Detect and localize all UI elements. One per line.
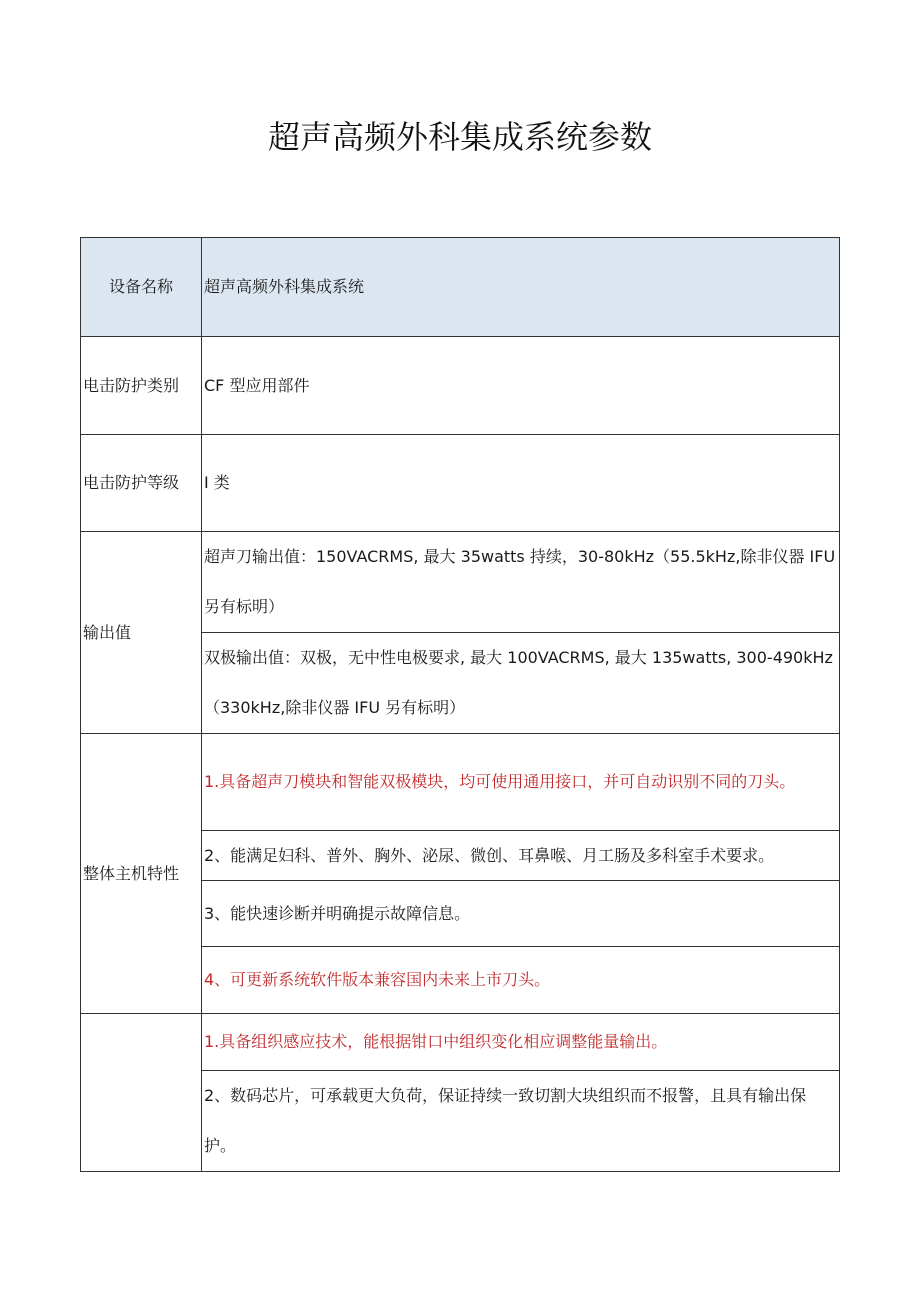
table-row xyxy=(81,532,840,633)
shock-protection-class-value: I 类 xyxy=(202,435,840,532)
spec-table xyxy=(80,237,840,1172)
shock-protection-type-value: CF 型应用部件 xyxy=(202,337,840,435)
output-item: 双极输出值：双极，无中性电极要求, 最大 100VACRMS, 最大 135watts, 300-490kHz（330kHz,除非仪器 IFU 另有标明） xyxy=(202,633,840,734)
row-label-shock-protection-type: 电击防护类别 xyxy=(81,337,202,435)
extra-item: 2、数码芯片，可承载更大负荷，保证持续一致切割大块组织而不报警，且具有输出保护。 xyxy=(202,1071,840,1172)
extra-item: 1.具备组织感应技术，能根据钳口中组织变化相应调整能量输出。 xyxy=(202,1014,840,1071)
page-title: 超声高频外科集成系统参数 xyxy=(267,118,652,156)
feature-item: 3、能快速诊断并明确提示故障信息。 xyxy=(202,881,840,947)
device-name-value: 超声高频外科集成系统 xyxy=(202,238,840,337)
output-item: 超声刀输出值：150VACRMS, 最大 35watts 持续，30-80kHz（55.5kHz,除非仪器 IFU 另有标明） xyxy=(202,532,840,633)
feature-item: 4、可更新系统软件版本兼容国内未来上市刀头。 xyxy=(202,947,840,1014)
table-row xyxy=(81,734,840,831)
row-label-device-name: 设备名称 xyxy=(81,238,202,337)
table-row xyxy=(81,435,840,532)
feature-item: 2、能满足妇科、普外、胸外、泌尿、微创、耳鼻喉、月工肠及多科室手术要求。 xyxy=(202,831,840,881)
table-row xyxy=(81,337,840,435)
row-label-shock-protection-class: 电击防护等级 xyxy=(81,435,202,532)
table-row xyxy=(81,1014,840,1071)
row-label-extra xyxy=(81,1014,202,1172)
row-label-host-features: 整体主机特性 xyxy=(81,734,202,1014)
feature-item: 1.具备超声刀模块和智能双极模块，均可使用通用接口，并可自动识别不同的刀头。 xyxy=(202,734,840,831)
row-label-output: 输出值 xyxy=(81,532,202,734)
table-row xyxy=(81,238,840,337)
